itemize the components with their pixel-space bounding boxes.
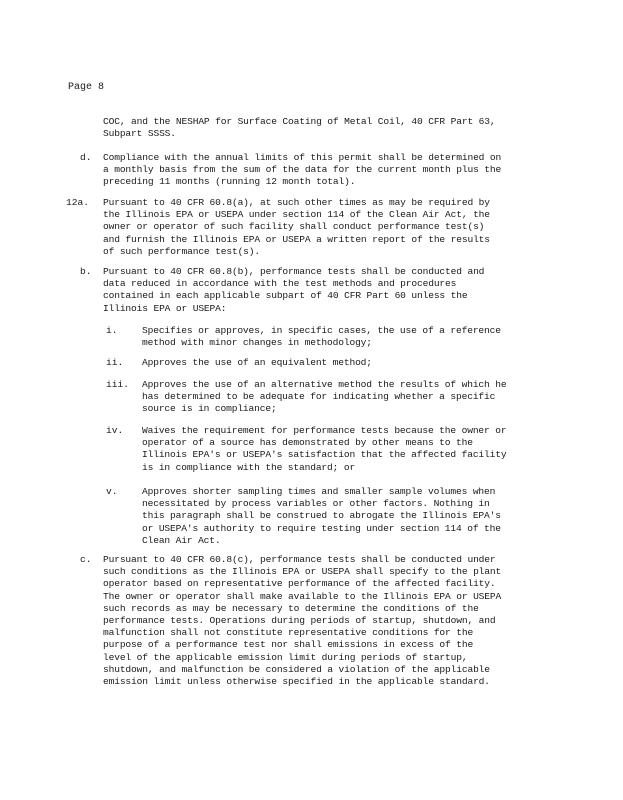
item-b-label: b.	[80, 266, 92, 277]
item-b-subitem-line: method with minor changes in methodology;	[142, 337, 372, 349]
item-c-line: emission limit unless otherwise specified in the applicable standard.	[103, 676, 490, 687]
item-b-line: Pursuant to 40 CFR 60.8(b), performance tests shall be conducted and	[103, 266, 485, 277]
item-b-subitem-line: has determined to be adequate for indicating whether a specific	[142, 391, 496, 403]
item-d-line: preceding 11 months (running 12 month total).	[103, 176, 356, 188]
item-b-line: contained in each applicable subpart of 40 CFR Part 60 unless the	[103, 290, 468, 302]
item-c-line: level of the applicable emission limit during periods of startup,	[103, 651, 468, 663]
item-c-line: shutdown, and malfunction be considered a violation of the applicable	[103, 663, 490, 675]
item-c-line: malfunction shall not constitute representative conditions for the	[103, 627, 474, 639]
item-b-subitem-line: Approves the use of an alternative method the results of which he	[142, 379, 507, 390]
item-d-label: d.	[80, 152, 92, 163]
item-b-subitem-label: ii.	[106, 357, 124, 368]
item-12a-line: owner or operator of such facility shall conduct performance test(s)	[103, 221, 485, 233]
item-c-line: The owner or operator shall make available to the Illinois EPA or USEPA	[103, 590, 502, 602]
item-c-label: c.	[80, 554, 92, 565]
item-c-line: Pursuant to 40 CFR 60.8(c), performance tests shall be conducted under	[103, 554, 496, 565]
item-c-line: purpose of a performance test nor shall emissions in excess of the	[103, 639, 474, 651]
item-b-subitem-line: Waives the requirement for performance tests because the owner or	[142, 425, 507, 436]
item-b-subitem-line: Approves shorter sampling times and smaller sample volumes when	[142, 486, 496, 497]
item-b-subitem-line: operator of a source has demonstrated by other means to the	[142, 437, 473, 449]
item-12a-line: of such performance test(s).	[103, 245, 261, 257]
item-d-line: Compliance with the annual limits of this permit shall be determined on	[103, 152, 502, 163]
item-b-subitem-label: i.	[106, 325, 118, 336]
item-b-subitem-label: v.	[106, 486, 118, 497]
item-b-subitem-line: this paragraph shall be construed to abrogate the Illinois EPA's	[142, 510, 501, 522]
item-b-subitem-line: Clean Air Act.	[142, 534, 221, 546]
item-c-line: performance tests. Operations during periods of startup, shutdown, and	[103, 615, 496, 626]
intro-line: Subpart SSSS.	[103, 128, 176, 140]
item-12a-line: Pursuant to 40 CFR 60.8(a), at such other times as may be required by	[103, 197, 490, 208]
item-b-subitem-line: necessitated by process variables or other factors. Nothing in	[142, 498, 490, 510]
item-b-subitem-line: or USEPA's authority to require testing under section 114 of the	[142, 522, 501, 534]
item-c-line: such conditions as the Illinois EPA or USEPA shall specify to the plant	[103, 566, 502, 578]
page-number: Page 8	[68, 82, 105, 93]
item-b-subitem-label: iv.	[106, 425, 124, 436]
item-b-subitem-line: Specifies or approves, in specific cases, the use of a reference	[142, 325, 501, 336]
item-c-line: operator based on representative performance of the affected facility.	[103, 578, 496, 590]
intro-line: COC, and the NESHAP for Surface Coating of Metal Coil, 40 CFR Part 63,	[103, 116, 496, 127]
item-c-line: such records as may be necessary to determine the conditions of the	[103, 602, 479, 614]
item-12a-line: the Illinois EPA or USEPA under section 114 of the Clean Air Act, the	[103, 209, 490, 221]
item-b-subitem-line: Approves the use of an equivalent method;	[142, 357, 372, 368]
item-b-line: Illinois EPA or USEPA:	[103, 302, 227, 314]
item-12a-label: 12a.	[66, 197, 90, 208]
item-b-subitem-line: Illinois EPA's or USEPA's satisfaction that the affected facility	[142, 449, 507, 461]
item-12a-line: and furnish the Illinois EPA or USEPA a written report of the results	[103, 233, 490, 245]
item-b-subitem-line: is in compliance with the standard; or	[142, 461, 356, 473]
item-b-subitem-label: iii.	[106, 379, 130, 390]
item-d-line: a monthly basis from the sum of the data for the current month plus the	[103, 164, 502, 176]
item-b-subitem-line: source is in compliance;	[142, 403, 277, 415]
item-b-line: data reduced in accordance with the test methods and procedures	[103, 278, 457, 290]
